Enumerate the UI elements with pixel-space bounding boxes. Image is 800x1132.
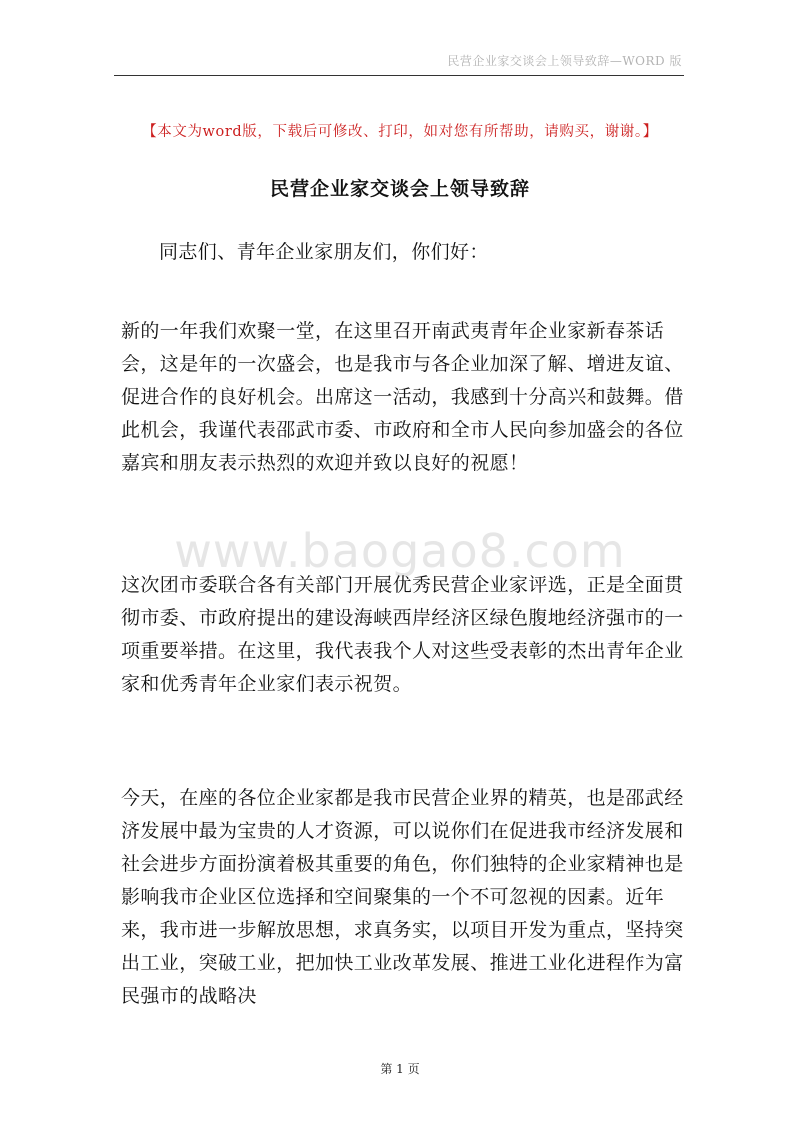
paragraph-1: 新的一年我们欢聚一堂，在这里召开南武夷青年企业家新春茶话会，这是年的一次盛会，也是我市与各企业加深了解、增进友谊、促进合作的良好机会。出席这一活动，我感到十分高兴和鼓舞。借此机会，我谨代表邵武市委、市政府和全市人民向参加盛会的各位嘉宾和朋友表示热烈的欢迎并致以良好的祝愿！ [121,320,684,474]
paragraph-3: 今天，在座的各位企业家都是我市民营企业界的精英，也是邵武经济发展中最为宝贵的人才资源，可以说你们在促进我市经济发展和社会进步方面扮演着极其重要的角色，你们独特的企业家精神也是影响我市企业区位选择和空间聚集的一个不可忽视的因素。近年来，我市进一步解放思想，求真务实，以项目开发为重点，坚持突出工业，突破工业，把加快工业改革发展、推进工业化进程作为富民强市的战略决 [121,787,684,1007]
watermark: www.baogao8.com [174,524,626,578]
paragraph-2: 这次团市委联合各有关部门开展优秀民营企业家评选，正是全面贯彻市委、市政府提出的建设海峡西岸经济区绿色腹地经济强市的一项重要举措。在这里，我代表我个人对这些受表彰的杰出青年企业家和优秀青年企业家们表示祝贺。 [121,574,684,695]
download-notice: 【本文为word版，下载后可修改、打印，如对您有所帮助，请购买，谢谢。】 [142,124,658,140]
header-divider [114,75,684,76]
page-number: 第 1 页 [380,1062,420,1076]
document-title: 民营企业家交谈会上领导致辞 [269,178,530,200]
running-header: 民营企业家交谈会上领导致辞—WORD 版 [447,54,682,68]
greeting: 同志们、青年企业家朋友们，你们好： [159,241,489,263]
